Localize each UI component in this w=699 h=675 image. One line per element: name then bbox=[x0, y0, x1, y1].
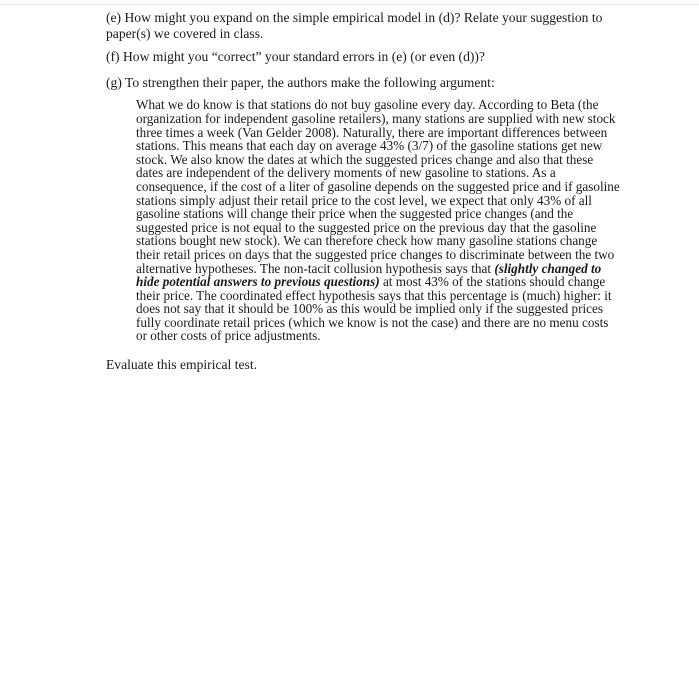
quote-emphasis: (slightly changed to hide potential answers to previous questions) bbox=[136, 260, 602, 290]
question-e: (e) How might you expand on the simple empirical model in (d)? Relate your suggestion to paper(s) we covered in class. bbox=[106, 10, 603, 41]
question-f: (f) How might you “correct” your standard errors in (e) (or even (d))? bbox=[106, 49, 485, 65]
question-g: (g) To strengthen their paper, the authors make the following argument: bbox=[106, 74, 495, 90]
evaluate-prompt: Evaluate this empirical test. bbox=[106, 357, 257, 373]
quoted-argument bbox=[136, 98, 620, 343]
page-top-edge bbox=[0, 0, 699, 5]
document-body bbox=[106, 10, 626, 373]
quote-text-after: at most 43% of the stations should change their price. The coordinated effect hypothesis says that this percentage is (much) higher: it does not say that it should be 100% as this would be implied only if the suggested prices fully coordinate retail prices (which we know is not the case) and there are no menu costs or other costs of price adjustments. bbox=[136, 274, 612, 344]
quote-text-before: What we do know is that stations do not buy gasoline every day. According to Beta (the organization for independent gasoline retailers), many stations are supplied with new stock three times a week (Van Gelder 2008). Naturally, there are important differences between stations. This means that each day on average 43% (3/7) of the gasoline stations get new stock. We also know the dates at which the suggested prices change and also that these dates are independent of the delivery moments of new gasoline to stations. As a consequence, if the cost of a liter of gasoline depends on the suggested price and if gasoline stations simply adjust their retail price to the cost level, we expect that only 43% of all gasoline stations will change their price when the suggested price changes (and the suggested price is not equal to the suggested price on the previous day that the gasoline stations bought new stock). We can therefore check how many gasoline stations change their retail prices on days that the suggested price changes to discriminate between the two alternative hypotheses. The non-tacit collusion hypothesis says that bbox=[136, 97, 620, 276]
